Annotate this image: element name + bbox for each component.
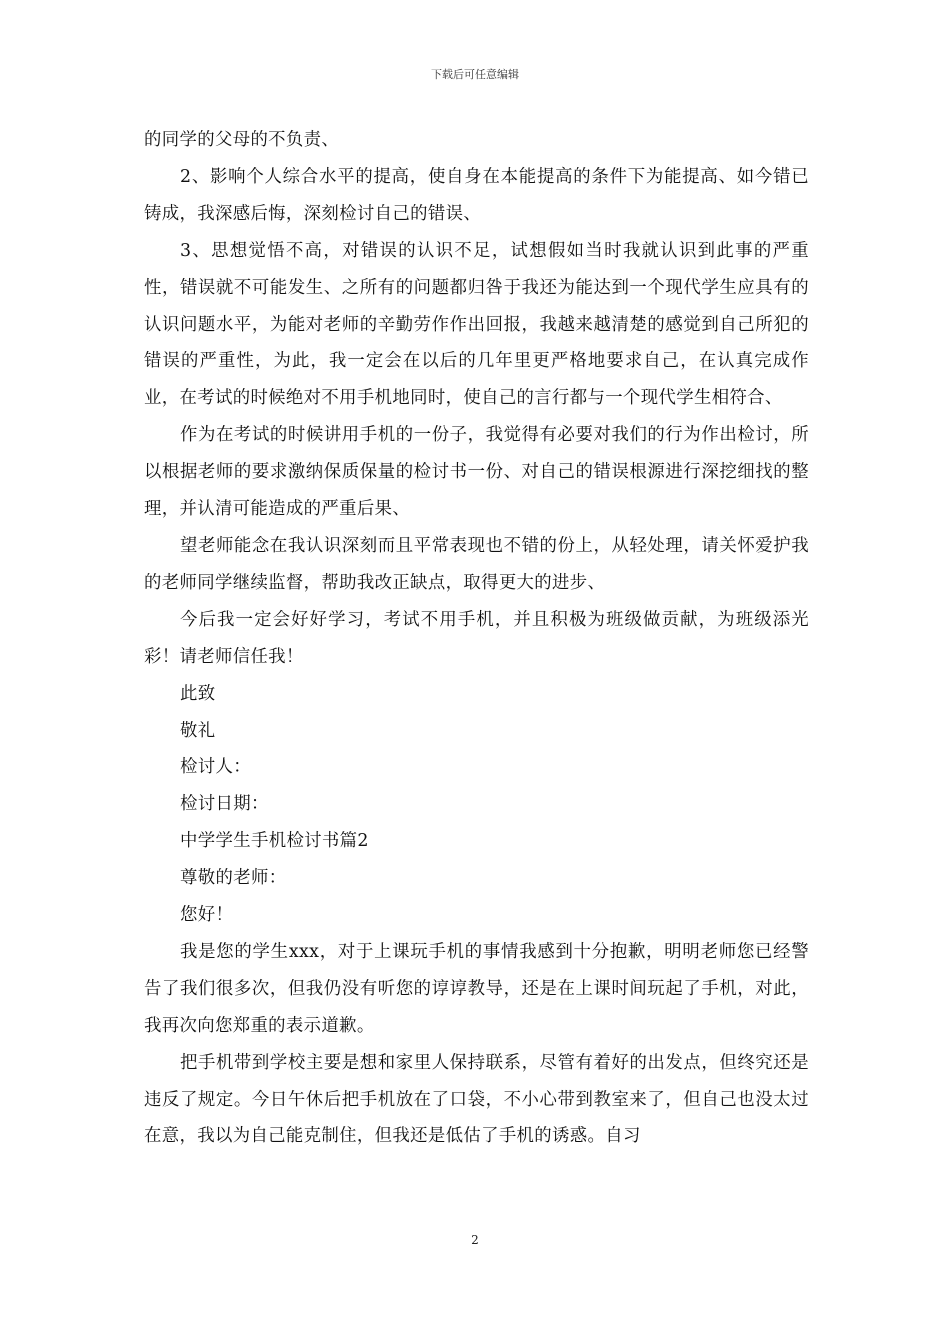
paragraph: 望老师能念在我认识深刻而且平常表现也不错的份上，从轻处理，请关怀爱护我的老师同学继续监督，帮助我改正缺点，取得更大的进步、 xyxy=(144,535,809,593)
date-label: 检讨日期： xyxy=(180,794,269,815)
paragraph: 的同学的父母的不负责、 xyxy=(144,130,340,150)
greeting-hello: 您好！ xyxy=(180,905,234,926)
document-body xyxy=(144,122,809,1155)
section-title: 中学学生手机检讨书篇2 xyxy=(180,831,369,852)
paragraph: 3、思想觉悟不高，对错误的认识不足，试想假如当时我就认识到此事的严重性，错误就不可能发生、之所有的问题都归咎于我还为能达到一个现代学生应具有的认识问题水平，为能对老师的辛勤劳作作出回报，我越来越清楚的感觉到自己所犯的错误的严重性，为此，我一定会在以后的几年里更严格地要求自己，在认真完成作业，在考试的时候绝对不用手机地同时，使自己的言行都与一个现代学生相符合、 xyxy=(144,240,809,409)
greeting: 尊敬的老师： xyxy=(180,868,287,889)
page-header: 下载后可任意编辑 xyxy=(431,68,519,81)
page-number: 2 xyxy=(471,1233,479,1247)
paragraph: 今后我一定会好好学习，考试不用手机，并且积极为班级做贡献，为班级添光彩！请老师信任我！ xyxy=(144,609,809,667)
paragraph: 作为在考试的时候讲用手机的一份子，我觉得有必要对我们的行为作出检讨，所以根据老师的要求激纳保质保量的检讨书一份、对自己的错误根源进行深挖细找的整理，并认清可能造成的严重后果、 xyxy=(144,425,809,520)
paragraph: 我是您的学生xxx，对于上课玩手机的事情我感到十分抱歉，明明老师您已经警告了我们很多次，但我仍没有听您的谆谆教导，还是在上课时间玩起了手机，对此，我再次向您郑重的表示道歉。 xyxy=(144,941,809,1036)
signer-label: 检讨人： xyxy=(180,757,251,778)
paragraph: 把手机带到学校主要是想和家里人保持联系，尽管有着好的出发点，但终究还是违反了规定。今日午休后把手机放在了口袋，不小心带到教室来了，但自己也没太过在意，我以为自己能克制住，但我还是低估了手机的诱惑。自习 xyxy=(144,1052,809,1147)
closing-regards: 敬礼 xyxy=(180,720,216,741)
paragraph: 2、影响个人综合水平的提高，使自身在本能提高的条件下为能提高、如今错已铸成，我深感后悔，深刻检讨自己的错误、 xyxy=(144,166,809,224)
closing-salutation: 此致 xyxy=(180,683,216,704)
